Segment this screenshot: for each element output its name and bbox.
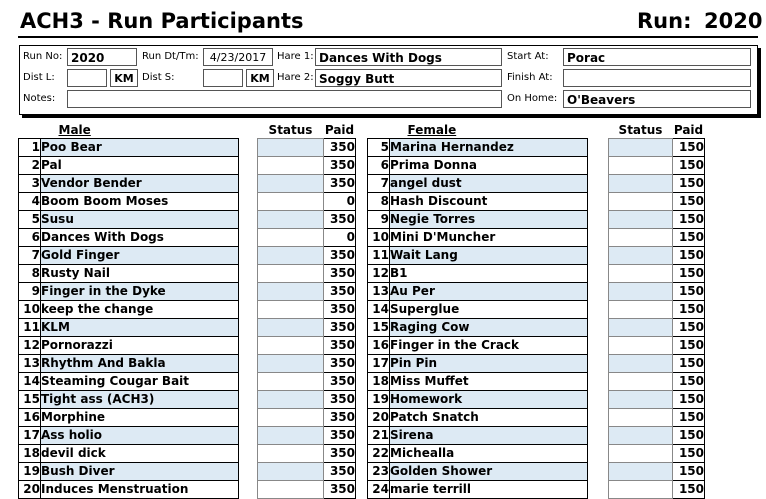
status-cell[interactable] <box>258 337 324 355</box>
paid-amount[interactable]: 150 <box>673 427 705 445</box>
female-participants-table <box>367 121 705 499</box>
female-row[interactable] <box>368 373 705 391</box>
male-row[interactable] <box>19 373 356 391</box>
male-row[interactable] <box>19 193 356 211</box>
female-row[interactable] <box>368 157 705 175</box>
hare2-field[interactable]: Soggy Butt <box>315 69 502 87</box>
row-number: 14 <box>19 373 41 391</box>
participant-name[interactable]: Negie Torres <box>390 211 588 229</box>
spacer <box>239 355 258 373</box>
row-number: 3 <box>19 175 41 193</box>
spacer <box>239 211 258 229</box>
male-participants-table <box>18 121 356 499</box>
participant-name[interactable]: Ass holio <box>41 427 239 445</box>
spacer <box>588 319 609 337</box>
row-number: 8 <box>368 193 390 211</box>
male-row[interactable] <box>19 337 356 355</box>
paid-amount[interactable]: 150 <box>673 355 705 373</box>
female-row[interactable] <box>368 427 705 445</box>
spacer <box>588 337 609 355</box>
dist-l-label: Dist L: <box>23 72 55 83</box>
paid-amount[interactable]: 350 <box>324 391 356 409</box>
hare2-label: Hare 2: <box>277 72 314 83</box>
status-cell[interactable] <box>609 445 673 463</box>
status-cell[interactable] <box>258 175 324 193</box>
status-cell[interactable] <box>609 373 673 391</box>
finish-at-field[interactable] <box>563 69 751 87</box>
spacer <box>588 283 609 301</box>
paid-amount[interactable]: 150 <box>673 193 705 211</box>
participant-name[interactable]: Pin Pin <box>390 355 588 373</box>
male-row[interactable] <box>19 157 356 175</box>
paid-amount[interactable]: 150 <box>673 319 705 337</box>
male-paid-header: Paid <box>324 122 355 137</box>
spacer <box>239 157 258 175</box>
participant-name[interactable]: Patch Snatch <box>390 409 588 427</box>
hare1-label: Hare 1: <box>277 51 314 62</box>
paid-amount[interactable]: 150 <box>673 247 705 265</box>
paid-amount[interactable]: 350 <box>324 157 356 175</box>
male-row[interactable] <box>19 265 356 283</box>
participant-name[interactable]: Tight ass (ACH3) <box>41 391 239 409</box>
paid-amount[interactable]: 150 <box>673 301 705 319</box>
male-row[interactable] <box>19 481 356 499</box>
row-number: 2 <box>19 157 41 175</box>
spacer <box>239 229 258 247</box>
row-number: 18 <box>368 373 390 391</box>
participant-name[interactable]: Wait Lang <box>390 247 588 265</box>
female-row[interactable] <box>368 193 705 211</box>
status-cell[interactable] <box>609 301 673 319</box>
male-row[interactable] <box>19 301 356 319</box>
participant-name[interactable]: Raging Cow <box>390 319 588 337</box>
paid-amount[interactable]: 150 <box>673 391 705 409</box>
participant-name[interactable]: Bush Diver <box>41 463 239 481</box>
status-cell[interactable] <box>609 319 673 337</box>
paid-amount[interactable]: 150 <box>673 481 705 499</box>
row-number: 15 <box>19 391 41 409</box>
status-cell[interactable] <box>609 211 673 229</box>
male-row[interactable] <box>19 445 356 463</box>
male-header: Male <box>58 122 91 137</box>
spacer <box>588 355 609 373</box>
spacer <box>239 409 258 427</box>
paid-amount[interactable]: 350 <box>324 445 356 463</box>
row-number: 17 <box>368 355 390 373</box>
status-cell[interactable] <box>258 157 324 175</box>
status-cell[interactable] <box>609 355 673 373</box>
male-row[interactable] <box>19 427 356 445</box>
status-cell[interactable] <box>609 337 673 355</box>
paid-amount[interactable]: 350 <box>324 355 356 373</box>
status-cell[interactable] <box>258 427 324 445</box>
male-num-header <box>19 121 41 139</box>
spacer <box>239 391 258 409</box>
participant-name[interactable]: Morphine <box>41 409 239 427</box>
row-number: 6 <box>19 229 41 247</box>
row-number: 14 <box>368 301 390 319</box>
female-row[interactable] <box>368 463 705 481</box>
paid-amount[interactable]: 350 <box>324 139 356 157</box>
row-number: 11 <box>368 247 390 265</box>
participant-name[interactable]: Sirena <box>390 427 588 445</box>
row-number: 9 <box>368 211 390 229</box>
spacer <box>588 211 609 229</box>
spacer <box>588 139 609 157</box>
title-divider <box>18 36 758 38</box>
participant-name[interactable]: Golden Shower <box>390 463 588 481</box>
row-number: 20 <box>368 409 390 427</box>
participant-name[interactable]: Gold Finger <box>41 247 239 265</box>
participant-name[interactable]: marie terrill <box>390 481 588 499</box>
spacer <box>588 193 609 211</box>
paid-amount[interactable]: 350 <box>324 175 356 193</box>
status-cell[interactable] <box>609 265 673 283</box>
on-home-label: On Home: <box>507 93 558 104</box>
paid-amount[interactable]: 350 <box>324 319 356 337</box>
status-cell[interactable] <box>258 139 324 157</box>
paid-amount[interactable]: 350 <box>324 337 356 355</box>
paid-amount[interactable]: 150 <box>673 211 705 229</box>
run-label: Run: <box>637 9 692 33</box>
paid-amount[interactable]: 0 <box>324 193 356 211</box>
spacer <box>239 193 258 211</box>
spacer <box>588 445 609 463</box>
row-number: 20 <box>19 481 41 499</box>
male-row[interactable] <box>19 409 356 427</box>
row-number: 18 <box>19 445 41 463</box>
female-row[interactable] <box>368 355 705 373</box>
finish-at-label: Finish At: <box>507 72 553 83</box>
spacer <box>239 319 258 337</box>
status-cell[interactable] <box>258 265 324 283</box>
participant-name[interactable]: Finger in the Crack <box>390 337 588 355</box>
spacer <box>588 409 609 427</box>
row-number: 16 <box>368 337 390 355</box>
participant-name[interactable]: devil dick <box>41 445 239 463</box>
run-no-field[interactable]: 2020 <box>67 48 137 66</box>
paid-amount[interactable]: 350 <box>324 211 356 229</box>
participant-name[interactable]: KLM <box>41 319 239 337</box>
paid-amount[interactable]: 350 <box>324 481 356 499</box>
status-cell[interactable] <box>609 193 673 211</box>
male-row[interactable] <box>19 283 356 301</box>
row-number: 24 <box>368 481 390 499</box>
dist-s-km-unit: KM <box>246 69 274 87</box>
paid-amount[interactable]: 350 <box>324 283 356 301</box>
row-number: 23 <box>368 463 390 481</box>
male-row[interactable] <box>19 355 356 373</box>
male-row[interactable] <box>19 211 356 229</box>
status-cell[interactable] <box>609 157 673 175</box>
spacer <box>239 337 258 355</box>
status-cell[interactable] <box>609 427 673 445</box>
status-cell[interactable] <box>609 463 673 481</box>
paid-amount[interactable]: 350 <box>324 247 356 265</box>
status-cell[interactable] <box>258 229 324 247</box>
status-cell[interactable] <box>258 211 324 229</box>
participant-name[interactable]: Pornorazzi <box>41 337 239 355</box>
female-row[interactable] <box>368 391 705 409</box>
spacer <box>239 301 258 319</box>
spacer <box>239 139 258 157</box>
spacer <box>239 445 258 463</box>
run-dt-field[interactable]: 4/23/2017 <box>203 48 273 66</box>
participant-name[interactable]: B1 <box>390 265 588 283</box>
row-number: 22 <box>368 445 390 463</box>
status-cell[interactable] <box>609 229 673 247</box>
participant-name[interactable]: Homework <box>390 391 588 409</box>
status-cell[interactable] <box>258 247 324 265</box>
row-number: 10 <box>368 229 390 247</box>
row-number: 19 <box>19 463 41 481</box>
row-number: 19 <box>368 391 390 409</box>
status-cell[interactable] <box>609 409 673 427</box>
spacer <box>239 247 258 265</box>
participant-name[interactable]: Pal <box>41 157 239 175</box>
run-number: 2020 <box>704 9 763 33</box>
female-status-header: Status <box>618 122 663 137</box>
female-row[interactable] <box>368 139 705 157</box>
female-row[interactable] <box>368 211 705 229</box>
female-row[interactable] <box>368 175 705 193</box>
spacer <box>239 373 258 391</box>
spacer <box>588 373 609 391</box>
run-info-panel <box>19 45 758 115</box>
paid-amount[interactable]: 150 <box>673 157 705 175</box>
run-no-label: Run No: <box>23 51 63 62</box>
participant-name[interactable]: Poo Bear <box>41 139 239 157</box>
paid-amount[interactable]: 150 <box>673 373 705 391</box>
spacer <box>588 427 609 445</box>
status-cell[interactable] <box>258 445 324 463</box>
paid-amount[interactable]: 150 <box>673 139 705 157</box>
participant-name[interactable]: Finger in the Dyke <box>41 283 239 301</box>
participant-name[interactable]: Michealla <box>390 445 588 463</box>
male-status-header: Status <box>268 122 313 137</box>
paid-amount[interactable]: 350 <box>324 409 356 427</box>
notes-label: Notes: <box>23 93 56 104</box>
row-number: 5 <box>19 211 41 229</box>
participant-name[interactable]: Steaming Cougar Bait <box>41 373 239 391</box>
spacer <box>239 175 258 193</box>
participant-name[interactable]: Boom Boom Moses <box>41 193 239 211</box>
status-cell[interactable] <box>609 481 673 499</box>
spacer <box>588 265 609 283</box>
participant-name[interactable]: Rusty Nail <box>41 265 239 283</box>
status-cell[interactable] <box>258 481 324 499</box>
status-cell[interactable] <box>258 319 324 337</box>
status-cell[interactable] <box>258 193 324 211</box>
participant-name[interactable]: Miss Muffet <box>390 373 588 391</box>
notes-field[interactable] <box>67 90 502 108</box>
row-number: 7 <box>19 247 41 265</box>
paid-amount[interactable]: 150 <box>673 337 705 355</box>
male-row[interactable] <box>19 247 356 265</box>
spacer <box>588 301 609 319</box>
dist-s-field[interactable] <box>203 69 243 87</box>
paid-amount[interactable]: 350 <box>324 265 356 283</box>
status-cell[interactable] <box>258 373 324 391</box>
spacer <box>239 481 258 499</box>
female-row[interactable] <box>368 283 705 301</box>
participant-name[interactable]: Mini D'Muncher <box>390 229 588 247</box>
status-cell[interactable] <box>609 175 673 193</box>
female-row[interactable] <box>368 445 705 463</box>
on-home-field[interactable]: O'Beavers <box>563 90 751 108</box>
male-row[interactable] <box>19 175 356 193</box>
male-row[interactable] <box>19 463 356 481</box>
status-cell[interactable] <box>609 391 673 409</box>
start-at-field[interactable]: Porac <box>563 48 751 66</box>
start-at-label: Start At: <box>507 51 549 62</box>
participant-name[interactable]: angel dust <box>390 175 588 193</box>
paid-amount[interactable]: 150 <box>673 265 705 283</box>
spacer <box>588 247 609 265</box>
row-number: 5 <box>368 139 390 157</box>
participant-name[interactable]: Superglue <box>390 301 588 319</box>
status-cell[interactable] <box>258 301 324 319</box>
male-row[interactable] <box>19 319 356 337</box>
dist-l-field[interactable] <box>67 69 107 87</box>
status-cell[interactable] <box>258 355 324 373</box>
participant-name[interactable]: Au Per <box>390 283 588 301</box>
row-number: 11 <box>19 319 41 337</box>
spacer <box>239 265 258 283</box>
female-row[interactable] <box>368 265 705 283</box>
female-row[interactable] <box>368 229 705 247</box>
male-row[interactable] <box>19 139 356 157</box>
row-number: 10 <box>19 301 41 319</box>
row-number: 16 <box>19 409 41 427</box>
hare1-field[interactable]: Dances With Dogs <box>315 48 502 66</box>
paid-amount[interactable]: 0 <box>324 229 356 247</box>
participant-name[interactable]: keep the change <box>41 301 239 319</box>
participant-name[interactable]: Susu <box>41 211 239 229</box>
female-paid-header: Paid <box>673 122 704 137</box>
female-row[interactable] <box>368 481 705 499</box>
participant-name[interactable]: Hash Discount <box>390 193 588 211</box>
spacer <box>588 175 609 193</box>
spacer <box>588 229 609 247</box>
row-number: 7 <box>368 175 390 193</box>
row-number: 21 <box>368 427 390 445</box>
participant-name[interactable]: Rhythm And Bakla <box>41 355 239 373</box>
female-num-header <box>368 121 390 139</box>
spacer <box>588 391 609 409</box>
dist-s-label: Dist S: <box>142 72 175 83</box>
status-cell[interactable] <box>258 283 324 301</box>
row-number: 12 <box>368 265 390 283</box>
paid-amount[interactable]: 150 <box>673 283 705 301</box>
paid-amount[interactable]: 150 <box>673 409 705 427</box>
paid-amount[interactable]: 350 <box>324 301 356 319</box>
paid-amount[interactable]: 350 <box>324 373 356 391</box>
female-header: Female <box>407 122 457 137</box>
status-cell[interactable] <box>258 409 324 427</box>
participant-name[interactable]: Marina Hernandez <box>390 139 588 157</box>
spacer <box>239 283 258 301</box>
run-dt-label: Run Dt/Tm: <box>142 51 199 62</box>
participant-name[interactable]: Dances With Dogs <box>41 229 239 247</box>
row-number: 17 <box>19 427 41 445</box>
male-row[interactable] <box>19 391 356 409</box>
male-row[interactable] <box>19 229 356 247</box>
status-cell[interactable] <box>258 463 324 481</box>
report-title: ACH3 - Run Participants <box>20 9 304 33</box>
dist-l-km-unit: KM <box>110 69 138 87</box>
female-row[interactable] <box>368 319 705 337</box>
spacer <box>588 481 609 499</box>
paid-amount[interactable]: 150 <box>673 229 705 247</box>
spacer <box>239 463 258 481</box>
female-row[interactable] <box>368 301 705 319</box>
female-row[interactable] <box>368 337 705 355</box>
participant-name[interactable]: Vendor Bender <box>41 175 239 193</box>
status-cell[interactable] <box>609 283 673 301</box>
spacer <box>588 157 609 175</box>
participant-name[interactable]: Induces Menstruation <box>41 481 239 499</box>
paid-amount[interactable]: 350 <box>324 463 356 481</box>
paid-amount[interactable]: 150 <box>673 445 705 463</box>
row-number: 6 <box>368 157 390 175</box>
row-number: 15 <box>368 319 390 337</box>
spacer <box>588 463 609 481</box>
status-cell[interactable] <box>609 247 673 265</box>
paid-amount[interactable]: 150 <box>673 463 705 481</box>
paid-amount[interactable]: 350 <box>324 427 356 445</box>
row-number: 13 <box>19 355 41 373</box>
row-number: 4 <box>19 193 41 211</box>
row-number: 1 <box>19 139 41 157</box>
status-cell[interactable] <box>258 391 324 409</box>
status-cell[interactable] <box>609 139 673 157</box>
row-number: 8 <box>19 265 41 283</box>
participant-name[interactable]: Prima Donna <box>390 157 588 175</box>
female-row[interactable] <box>368 409 705 427</box>
row-number: 13 <box>368 283 390 301</box>
row-number: 9 <box>19 283 41 301</box>
spacer <box>239 427 258 445</box>
row-number: 12 <box>19 337 41 355</box>
female-row[interactable] <box>368 247 705 265</box>
paid-amount[interactable]: 150 <box>673 175 705 193</box>
